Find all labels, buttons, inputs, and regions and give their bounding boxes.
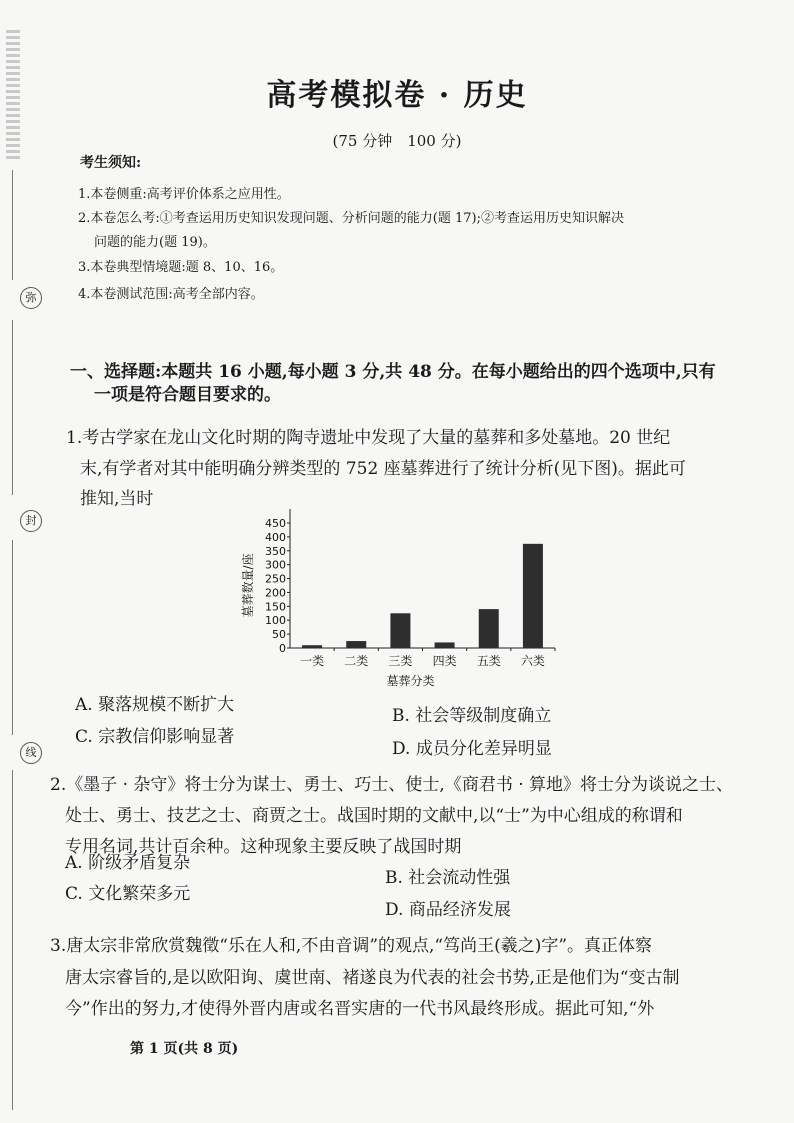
question-1-text: 末,有学者对其中能明确分辨类型的 752 座墓葬进行了统计分析(见下图)。据此可	[80, 459, 686, 479]
page-title: 高考模拟卷 · 历史	[266, 78, 528, 113]
chart-x-tick-label: 六类	[520, 654, 545, 668]
chart-x-tick-label: 二类	[344, 654, 369, 668]
chart-y-tick-label: 300	[265, 558, 286, 572]
chart-y-tick-label: 0	[279, 642, 286, 655]
question-3-text: 3.唐太宗非常欣赏魏徵“乐在人和,不由音调”的观点,“笃尚王(羲之)字”。真正体察	[50, 936, 653, 956]
exam-duration-score: (75 分钟 100 分)	[332, 132, 462, 150]
notice-item: 1.本卷侧重:高考评价体系之应用性。	[78, 187, 290, 202]
q1-option-d[interactable]: D. 成员分化差异明显	[392, 739, 552, 759]
chart-bar	[479, 609, 499, 648]
chart-y-tick-label: 450	[265, 517, 286, 530]
question-3-text: 唐太宗睿旨的,是以欧阳询、虞世南、褚遂良为代表的社会书势,正是他们为“变古制	[65, 968, 680, 988]
chart-y-tick-label: 50	[272, 628, 286, 642]
chart-y-axis-label: 墓葬数量/座	[241, 553, 255, 618]
binding-line	[12, 770, 13, 1110]
q2-option-b[interactable]: B. 社会流动性强	[385, 868, 511, 888]
q2-option-d[interactable]: D. 商品经济发展	[385, 900, 511, 920]
chart-bar	[302, 645, 322, 648]
q1-option-b[interactable]: B. 社会等级制度确立	[392, 706, 552, 726]
chart-y-tick-label: 250	[265, 572, 286, 586]
chart-y-tick-label: 350	[265, 544, 286, 558]
binding-line	[12, 540, 13, 735]
question-3-text: 今”作出的努力,才使得外晋内唐或名晋实唐的一代书风最终形成。据此可知,“外	[65, 999, 655, 1019]
question-1-text: 推知,当时	[80, 489, 154, 509]
q2-option-a[interactable]: A. 阶级矛盾复杂	[65, 853, 191, 873]
section-heading: 一、选择题:本题共 16 小题,每小题 3 分,共 48 分。在每小题给出的四个选项中,只有	[70, 362, 716, 382]
chart-bar	[346, 641, 366, 648]
question-2-text: 专用名词,共计百余种。这种现象主要反映了战国时期	[65, 837, 462, 857]
chart-x-tick-label: 三类	[388, 654, 413, 668]
notice-item: 3.本卷典型情境题:题 8、10、16。	[78, 260, 284, 275]
binding-line	[12, 320, 13, 495]
binding-mark-feng: 封	[20, 510, 42, 532]
section-heading-cont: 一项是符合题目要求的。	[94, 385, 281, 405]
q2-option-c[interactable]: C. 文化繁荣多元	[65, 884, 191, 904]
question-1-text: 1.考古学家在龙山文化时期的陶寺遗址中发现了大量的墓葬和多处墓地。20 世纪	[66, 428, 671, 448]
binding-line	[12, 170, 13, 280]
chart-x-tick-label: 五类	[476, 654, 501, 668]
binding-mark-xian: 线	[20, 742, 42, 764]
chart-y-tick-label: 400	[265, 530, 286, 544]
notice-item: 问题的能力(题 19)。	[94, 235, 216, 250]
question-2-text: 处士、勇士、技艺之士、商贾之士。战国时期的文献中,以“士”为中心组成的称谓和	[65, 806, 683, 826]
chart-x-axis-label: 墓葬分类	[386, 674, 435, 688]
q1-option-a[interactable]: A. 聚落规模不断扩大	[75, 695, 235, 715]
chart-y-tick-label: 100	[265, 614, 286, 628]
chart-x-tick-label: 一类	[300, 654, 325, 668]
notice-heading: 考生须知:	[80, 155, 142, 171]
chart-y-tick-label: 150	[265, 600, 286, 614]
question-2-text: 2.《墨子 · 杂守》将士分为谋士、勇士、巧士、使士,《商君书 · 算地》将士分为谈说之士、	[50, 775, 734, 795]
notice-item: 2.本卷怎么考:①考查运用历史知识发现问题、分析问题的能力(题 17);②考查运用历史知识解决	[78, 211, 624, 226]
chart-y-tick-label: 200	[265, 586, 286, 600]
page-number: 第 1 页(共 8 页)	[130, 1041, 239, 1057]
chart-x-tick-label: 四类	[432, 654, 457, 668]
q1-option-c[interactable]: C. 宗教信仰影响显著	[75, 727, 235, 747]
chart-bar	[523, 544, 543, 648]
chart-bar	[435, 642, 455, 648]
notice-item: 4.本卷测试范围:高考全部内容。	[78, 287, 264, 302]
chart-bar	[390, 613, 410, 648]
binding-mark-mi: 弥	[20, 287, 42, 309]
